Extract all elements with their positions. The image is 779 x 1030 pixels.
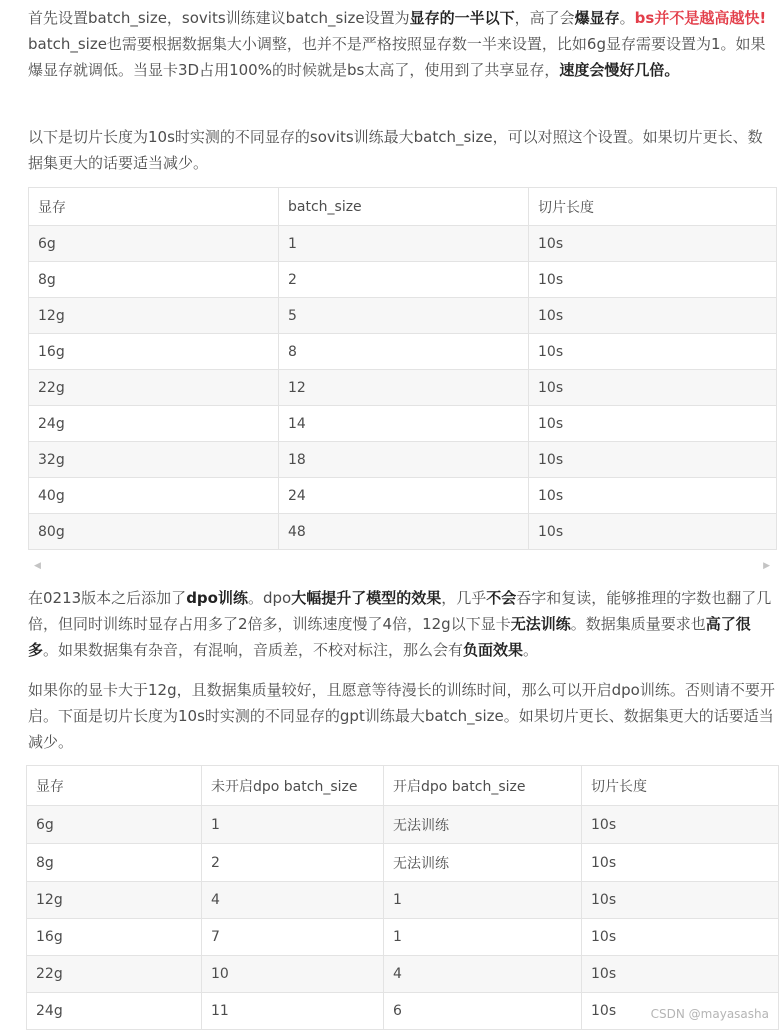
table-cell: 10s <box>529 226 777 262</box>
bold-text: 高了很多 <box>28 615 751 659</box>
table-row <box>29 334 777 370</box>
table-cell: 24g <box>27 993 202 1030</box>
table-cell: 10s <box>529 298 777 334</box>
scroll-right-arrow-icon[interactable]: ▶ <box>763 561 770 571</box>
table-cell: 5 <box>279 298 529 334</box>
table-cell: 10 <box>202 956 384 993</box>
column-header: 显存 <box>29 188 279 226</box>
bold-text: 不会 <box>486 589 517 607</box>
text-run: ，高了会 <box>514 9 575 27</box>
table-cell: 6 <box>384 993 582 1030</box>
table-row <box>27 919 779 956</box>
table-cell: 10s <box>582 806 779 844</box>
sovits-description: 以下是切片长度为10s时实测的不同显存的sovits训练最大batch_size，可以对照这个设置。如果切片更长、数据集更大的话要适当减少。 <box>28 128 763 172</box>
text-run: 。数据集质量要求也 <box>570 615 706 633</box>
text-run: 。 <box>523 641 539 659</box>
table-cell: 11 <box>202 993 384 1030</box>
watermark: CSDN @mayasasha <box>650 1007 769 1021</box>
table-cell: 无法训练 <box>384 806 582 844</box>
table-cell: 10s <box>529 442 777 478</box>
table-cell: 80g <box>29 514 279 550</box>
table-row <box>29 262 777 298</box>
bold-text: 无法训练 <box>510 615 571 633</box>
table-row <box>29 442 777 478</box>
table-cell: 22g <box>27 956 202 993</box>
text-run: 在0213版本之后添加了 <box>28 589 187 607</box>
table-cell: 10s <box>529 370 777 406</box>
table-cell: 1 <box>202 806 384 844</box>
table-header-row <box>27 766 779 806</box>
column-header: 切片长度 <box>582 766 779 806</box>
table-cell: 10s <box>582 956 779 993</box>
table-cell: 10s <box>582 844 779 882</box>
table-row <box>29 514 777 550</box>
text-run: 。dpo <box>247 589 292 607</box>
table-cell: 10s <box>529 478 777 514</box>
table-header-row <box>29 188 777 226</box>
table-row <box>27 844 779 882</box>
table-cell: 12g <box>29 298 279 334</box>
table-cell: 8g <box>29 262 279 298</box>
text-run: bs并不是越高越快! <box>634 9 767 27</box>
table-cell: 48 <box>279 514 529 550</box>
table-cell: 6g <box>29 226 279 262</box>
table-cell: 32g <box>29 442 279 478</box>
table-cell: 10s <box>529 262 777 298</box>
column-header: 开启dpo batch_size <box>384 766 582 806</box>
table-cell: 4 <box>384 956 582 993</box>
table-cell: 10s <box>529 406 777 442</box>
table-row <box>29 478 777 514</box>
text-run: batch_size也需要根据数据集大小调整，也并不是严格按照显存数一半来设置，比如6g显存需要设置为1。如果爆显存就调低。当显卡3D占用100%的时候就是bs太高了，使用到了共享显存， <box>28 35 766 79</box>
bold-text: 负面效果 <box>463 641 524 659</box>
bold-text: 爆显存 <box>574 9 620 27</box>
table-cell: 24g <box>29 406 279 442</box>
table-cell: 1 <box>279 226 529 262</box>
table-row <box>29 406 777 442</box>
table-cell: 10s <box>529 514 777 550</box>
column-header: batch_size <box>279 188 529 226</box>
table-row <box>29 370 777 406</box>
table-cell: 10s <box>529 334 777 370</box>
gpt-batch-table <box>26 765 779 1030</box>
text-run: 。 <box>619 9 635 27</box>
table-cell: 10s <box>582 882 779 919</box>
column-header: 显存 <box>27 766 202 806</box>
table-row <box>27 806 779 844</box>
text-run: 首先设置batch_size，sovits训练建议batch_size设置为 <box>28 9 410 27</box>
table-cell: 6g <box>27 806 202 844</box>
table-cell: 24 <box>279 478 529 514</box>
table-cell: 22g <box>29 370 279 406</box>
text-run: 。如果数据集有杂音，有混响，音质差，不校对标注，那么会有 <box>43 641 464 659</box>
table-row <box>27 956 779 993</box>
table-cell: 2 <box>279 262 529 298</box>
table-cell: 16g <box>27 919 202 956</box>
table-cell: 7 <box>202 919 384 956</box>
table-cell: 10s <box>582 993 779 1030</box>
table-cell: 16g <box>29 334 279 370</box>
bold-text: dpo训练 <box>186 589 248 607</box>
sovits-batch-table <box>28 187 777 550</box>
table-cell: 8g <box>27 844 202 882</box>
table-cell: 18 <box>279 442 529 478</box>
table-cell: 8 <box>279 334 529 370</box>
table-cell: 4 <box>202 882 384 919</box>
bold-text: 显存的一半以下 <box>409 9 515 27</box>
table-row <box>29 298 777 334</box>
bold-text: 速度会慢好几倍。 <box>559 61 680 79</box>
text-run: ，几乎 <box>441 589 487 607</box>
column-header: 切片长度 <box>529 188 777 226</box>
dpo-paragraph <box>28 585 776 663</box>
table-row <box>27 882 779 919</box>
column-header: 未开启dpo batch_size <box>202 766 384 806</box>
table-cell: 10s <box>582 919 779 956</box>
scroll-left-arrow-icon[interactable]: ◀ <box>34 561 41 571</box>
gpt-description: 如果你的显卡大于12g，且数据集质量较好，且愿意等待漫长的训练时间，那么可以开启dpo训练。否则请不要开启。下面是切片长度为10s时实测的不同显存的gpt训练最大batch_size。如果切片更长、数据集更大的话要适当减少。 <box>28 681 775 751</box>
table-row <box>29 226 777 262</box>
table-cell: 无法训练 <box>384 844 582 882</box>
table-cell: 14 <box>279 406 529 442</box>
table-cell: 40g <box>29 478 279 514</box>
table-cell: 2 <box>202 844 384 882</box>
table-cell: 1 <box>384 919 582 956</box>
intro-paragraph <box>28 5 776 83</box>
bold-text: 大幅提升了模型的效果 <box>291 589 442 607</box>
table-cell: 1 <box>384 882 582 919</box>
table-horizontal-scrollbar[interactable] <box>28 560 776 574</box>
table-cell: 12g <box>27 882 202 919</box>
table-cell: 12 <box>279 370 529 406</box>
text-run: 吞字和复读，能够推理的字数也翻了几倍，但同时训练时显存占用多了2倍多，训练速度慢了4倍，12g以下显卡 <box>28 589 772 633</box>
